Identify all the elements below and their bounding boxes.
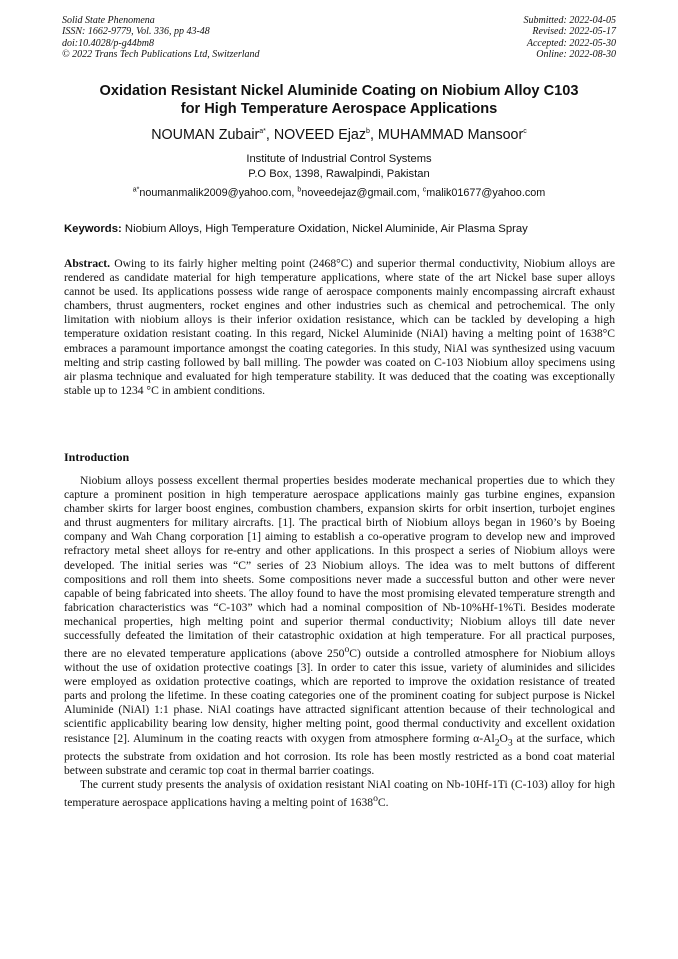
author-list <box>40 126 638 144</box>
journal-doi: doi:10.4028/p-g44bm8 <box>62 37 154 49</box>
paper-title <box>40 82 638 118</box>
journal-copyright: © 2022 Trans Tech Publications Ltd, Switzerland <box>62 49 260 61</box>
paragraph-text: Niobium alloys possess excellent thermal properties besides moderate mechanical properties due to which they capture a prominent position in high temperature aerospace applications mainly gas turbine engines, expansion chamber skirts for larger boost engines, combustion chambers, expansion skirts for orbit insertion, turbojet engines and thrust augmenters for military aircrafts. [1]. The practical birth of Niobium alloys began in 1960’s by Boeing company and Wah Chang corporation [1] aiming to establish a co-operative program to develop new and improved refractory metal sheet alloys for re-entry and other applications. In this prospect a series of Niobium alloys were developed. The initial series was “C” series of 23 Niobium alloys. The idea was to melt buttons of different compositions and roll them into sheets. Some compositions never made a successful button and other were never capable of being fabricated into sheets. The alloy found to have the most promising elevated temperature strength and fabrication characteristics was “C-103” which had a nominal composition of Nb-10%Hf-1%Ti. Besides moderate mechanical properties, high melting point and superior thermal conductivity; Niobium alloys till date never successfully defeated the limitation of their catastrophic oxidation at high temperature. For all practical purposes, there are no elevated temperature applications (above 250 <box>64 474 615 660</box>
journal-info <box>62 15 260 61</box>
keywords-label: Keywords: <box>64 223 122 235</box>
date-revised: Revised: 2022-05-17 <box>532 26 616 38</box>
subscript: 2 <box>494 736 500 748</box>
journal-issn: ISSN: 1662-9779, Vol. 336, pp 43-48 <box>62 26 210 38</box>
author-separator: , <box>265 127 274 143</box>
paragraph-text: O <box>499 731 508 745</box>
author-name: MUHAMMAD Mansoor <box>377 127 524 143</box>
introduction-body <box>64 474 615 810</box>
date-accepted: Accepted: 2022-05-30 <box>526 37 616 49</box>
date-submitted: Submitted: 2022-04-05 <box>523 15 616 26</box>
affiliation-line-1: Institute of Industrial Control Systems <box>246 153 432 165</box>
email-marker: c <box>422 186 427 194</box>
email-link[interactable]: noveedejaz@gmail.com <box>301 187 417 199</box>
paragraph-text: C. <box>377 796 389 810</box>
publication-dates <box>524 15 617 61</box>
author-separator: , <box>369 127 378 143</box>
abstract-label: Abstract. <box>64 257 111 270</box>
introduction-heading: Introduction <box>64 450 130 464</box>
paragraph-text: at the surface, which protects the substrate from oxidation and hot corrosion. Its role has been mostly restricted as a bond coat material between substrate and ceramic top coat in thermal barrier coatings. <box>64 731 615 778</box>
affiliation-line-2: P.O Box, 1398, Rawalpindi, Pakistan <box>248 167 430 180</box>
paragraph-text: C) outside a controlled atmosphere for Niobium alloys without the use of oxidation protective coatings [3]. In order to cater this issue, variety of aluminides and silicides were employed as oxidation protective coatings, which are reported to improve the oxidation resistance of treated parts and prolong the lifetime. In these coating categories one of the prominent coating for subject purpose is Nickel Aluminide (NiAl) 1:1 phase. NiAl coatings have attracted significant attention because of their technological and scientific applicability bearing low density, higher melting point, good thermal conductivity and excellent oxidation resistance [2]. Aluminum in the coating reacts with oxygen from atmosphere forming α-Al <box>64 646 615 745</box>
degree-marker: o <box>344 644 350 656</box>
paragraph-text: The current study presents the analysis of oxidation resistant NiAl coating on Nb-10Hf-1Ti (C-103) alloy for high temperature aerospace applications having a melting point of 1638 <box>64 778 615 810</box>
email-marker: a* <box>132 186 140 194</box>
email-list <box>40 186 638 200</box>
paragraph <box>64 474 615 778</box>
email-link[interactable]: malik01677@yahoo.com <box>426 187 546 199</box>
date-online: Online: 2022-08-30 <box>536 49 616 61</box>
paragraph <box>64 778 615 810</box>
email-separator: , <box>416 187 423 199</box>
author-marker: c <box>523 128 527 136</box>
subscript: 3 <box>507 736 513 748</box>
email-marker: b <box>297 186 302 194</box>
title-line-1: Oxidation Resistant Nickel Aluminide Coating on Niobium Alloy C103 <box>99 83 579 99</box>
degree-marker: o <box>373 793 378 805</box>
affiliation <box>40 152 638 181</box>
author-name: NOUMAN Zubair <box>151 127 260 143</box>
email-separator: , <box>291 187 298 199</box>
author-name: NOVEED Ejaz <box>273 127 367 143</box>
keywords <box>64 222 624 236</box>
author-marker: b <box>366 128 370 136</box>
journal-name: Solid State Phenomena <box>62 15 155 26</box>
email-link[interactable]: noumanmalik2009@yahoo.com <box>139 187 292 199</box>
abstract <box>64 257 615 398</box>
abstract-text: Owing to its fairly higher melting point (2468°C) and superior thermal conductivity, Niobium alloys are rendered as candidate material for high temperature applications, where state of the art Nickel base super alloys cannot be used. Its applications possess wide range of aerospace components mainly encompassing aircraft exhaust chambers, thrust augmenters, rocket engines and other industries such as chemical and petrochemical. The only limitation with niobium alloys is their inferior oxidation resistance, which can be tackled by developing a high temperature oxidation resistant coating. In this regard, Nickel Aluminide (NiAl) having a melting point of 1638°C embraces a paramount importance amongst the coating categories. In this study, NiAl was synthesized using vacuum melting and strip casting followed by ball milling. The powder was coated on C-103 Niobium alloy specimens using air plasma technique and evaluated for high temperature stability. It was deduced that the coating was exceptionally stable up to 1234 °C in ambient conditions. <box>64 257 615 397</box>
title-line-2: for High Temperature Aerospace Applications <box>180 101 498 117</box>
author-marker: a* <box>259 128 266 136</box>
keywords-text: Niobium Alloys, High Temperature Oxidation, Nickel Aluminide, Air Plasma Spray <box>121 223 528 235</box>
